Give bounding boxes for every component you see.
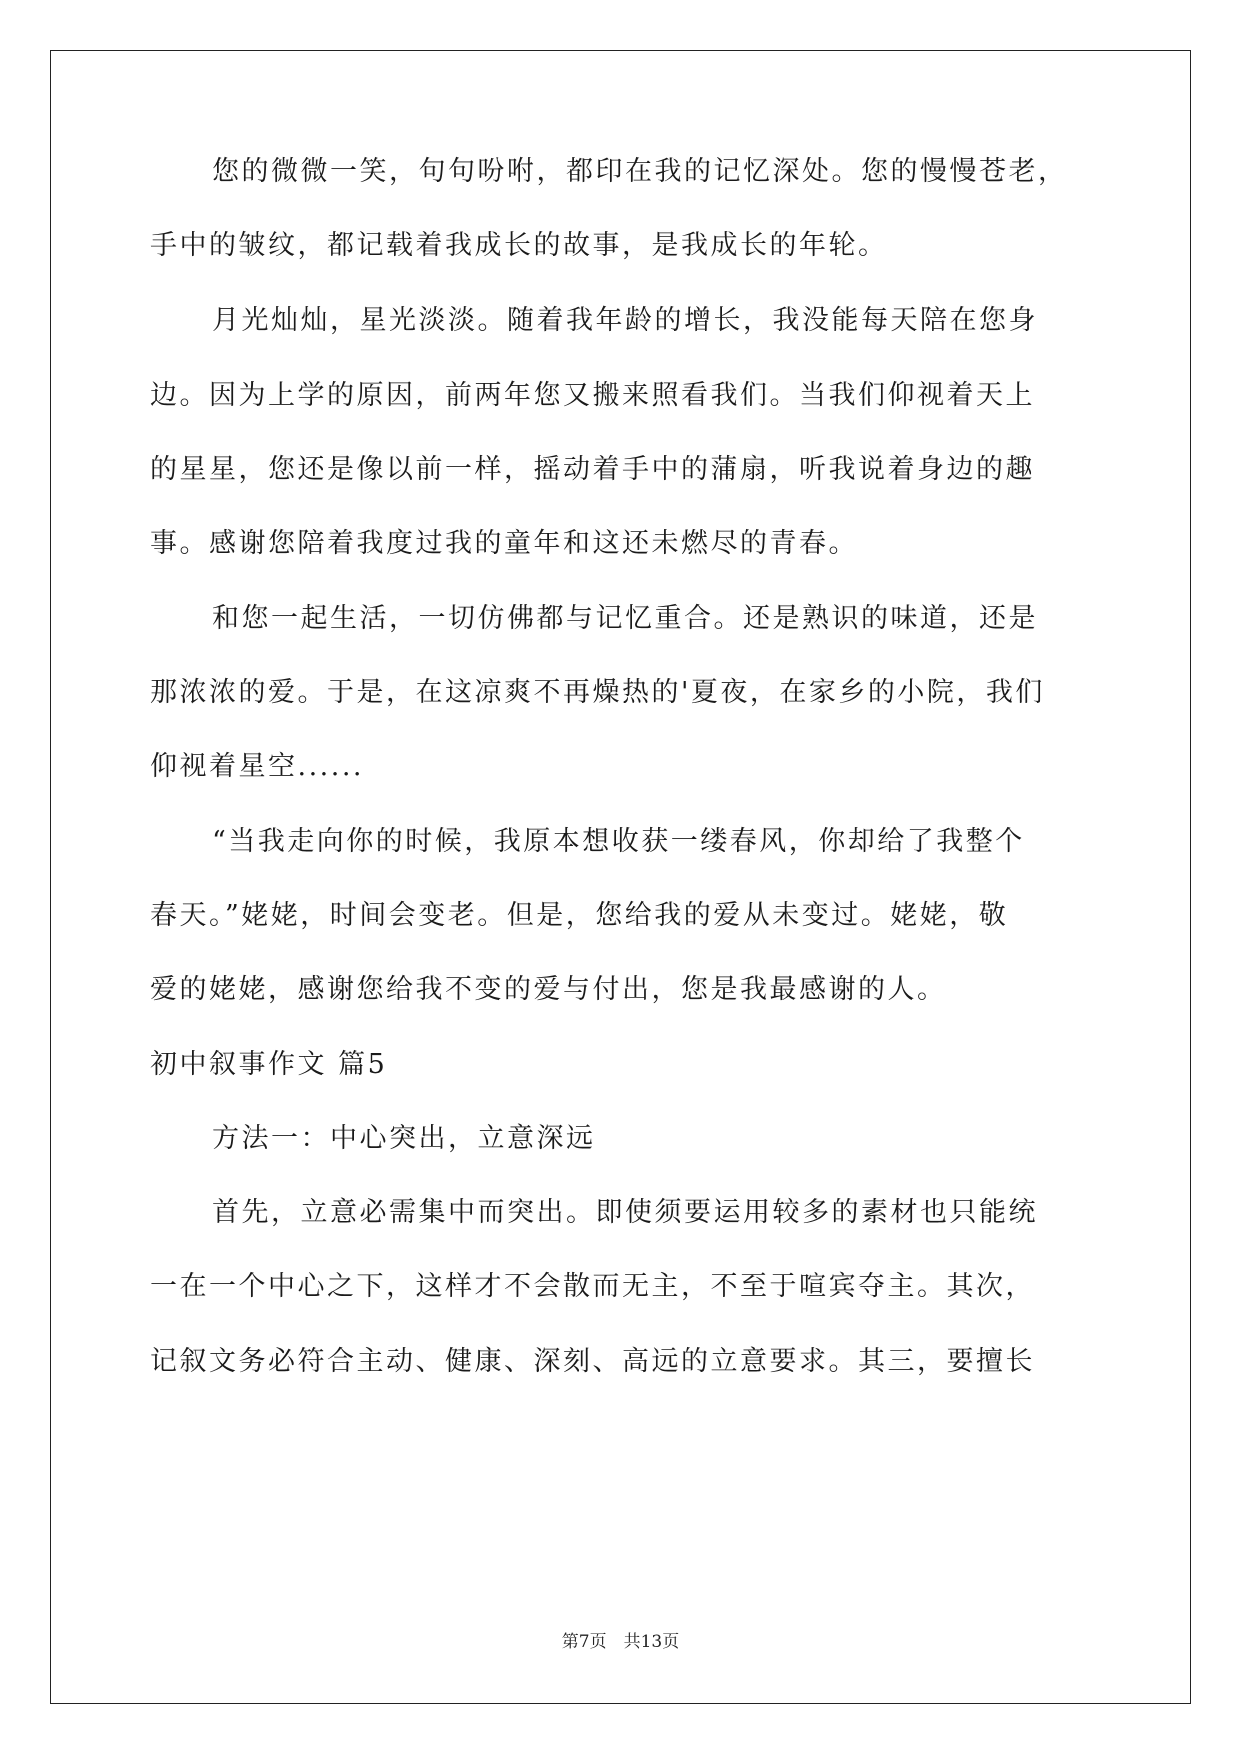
paragraph-line: 和您一起生活，一切仿佛都与记忆重合。还是熟识的味道，还是 xyxy=(212,603,1038,634)
paragraph-line: 月光灿灿，星光淡淡。随着我年龄的增长，我没能每天陪在您身 xyxy=(212,305,1038,336)
paragraph-line: 您的微微一笑，句句吩咐，都印在我的记忆深处。您的慢慢苍老， xyxy=(212,156,1068,187)
paragraph-line: 边。因为上学的原因，前两年您又搬来照看我们。当我们仰视着天上 xyxy=(150,380,1035,411)
paragraph-line: 那浓浓的爱。于是，在这凉爽不再燥热的'夏夜，在家乡的小院，我们 xyxy=(150,677,1045,708)
paragraph-line: 手中的皱纹，都记载着我成长的故事，是我成长的年轮。 xyxy=(150,230,888,261)
paragraph-line: 一在一个中心之下，这样才不会散而无主，不至于喧宾夺主。其次， xyxy=(150,1271,1035,1302)
paragraph-line: 春天。”姥姥，时间会变老。但是，您给我的爱从未变过。姥姥，敬 xyxy=(150,900,1009,931)
paragraph-line: 首先，立意必需集中而突出。即使须要运用较多的素材也只能统 xyxy=(212,1197,1038,1228)
section-heading: 初中叙事作文 篇5 xyxy=(150,1049,388,1080)
paragraph-line: 方法一：中心突出，立意深远 xyxy=(212,1123,596,1154)
paragraph-line: 爱的姥姥，感谢您给我不变的爱与付出，您是我最感谢的人。 xyxy=(150,974,947,1005)
paragraph-line: 记叙文务必符合主动、健康、深刻、高远的立意要求。其三，要擅长 xyxy=(150,1346,1035,1377)
paragraph-line: “当我走向你的时候，我原本想收获一缕春风，你却给了我整个 xyxy=(212,826,1025,857)
page-footer: 第7页 共13页 xyxy=(561,1632,680,1652)
paragraph-line: 的星星，您还是像以前一样，摇动着手中的蒲扇，听我说着身边的趣 xyxy=(150,454,1035,485)
paragraph-line: 仰视着星空...... xyxy=(150,751,364,782)
page-border xyxy=(50,50,1191,1704)
paragraph-line: 事。感谢您陪着我度过我的童年和这还未燃尽的青春。 xyxy=(150,528,858,559)
